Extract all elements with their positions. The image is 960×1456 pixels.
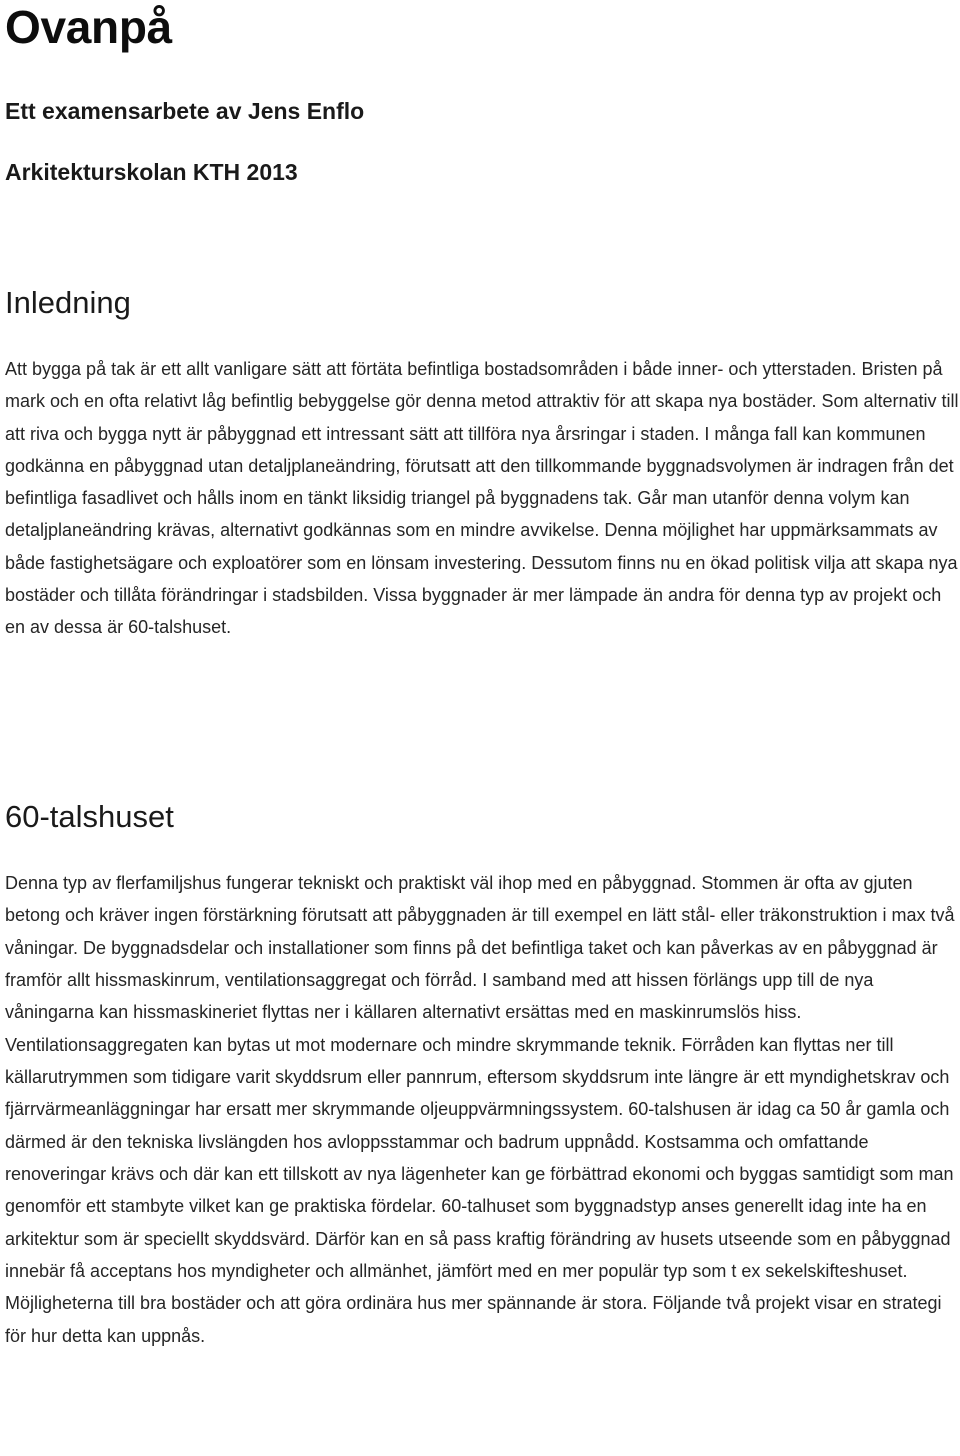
section-paragraph-60-talshuset: Denna typ av flerfamiljshus fungerar tekniskt och praktiskt väl ihop med en påbyggnad. Stommen är ofta av gjuten betong och kräver ingen förstärkning förutsatt att påbyggnaden är till exempel en lätt stål- eller träkonstruktion i max två våningar. De byggnadsdelar och installationer som finns på det befintliga taket och kan påverkas av en påbyggnad är framför allt hissmaskinrum, ventilationsaggregat och förråd. I samband med att hissen förlängs upp till de nya våningarna kan hissmaskineriet flyttas ner i källaren alternativt ersättas med en maskinrumslös hiss. Ventilationsaggregaten kan bytas ut mot modernare och mindre skrymmande teknik. Förråden kan flyttas ner till källarutrymmen som tidigare varit skyddsrum eller pannrum, eftersom skyddsrum inte längre är ett myndighetskrav och fjärrvärmeanläggningar har ersatt mer skrymmande oljeuppvärmningssystem. 60-talshusen är idag ca 50 år gamla och därmed är den tekniska livslängden hos avloppsstammar och badrum uppnådd. Kostsamma och omfattande renoveringar krävs och där kan ett tillskott av nya lägenheter kan ge förbättrad ekonomi och byggas samtidigt som man genomför ett stambyte vilket kan ge praktiska fördelar. 60-talhuset som byggnadstyp anses generellt idag inte ha en arkitektur som är speciellt skyddsvärd. Därför kan en så pass kraftig förändring av husets utseende som en påbyggnad innebär få acceptans hos myndigheter och allmänhet, jämfört med en mer populär typ som t ex sekelskifteshuset. Möjligheterna till bra bostäder och att göra ordinära hus mer spännande är stora. Följande två projekt visar en strategi för hur detta kan uppnås. [5, 873, 955, 1346]
section-heading-60-talshuset: 60-talshuset [5, 799, 174, 834]
section-paragraph-inledning: Att bygga på tak är ett allt vanligare sätt att förtäta befintliga bostadsområden i både inner- och ytterstaden. Bristen på mark och en ofta relativt låg befintlig bebyggelse gör denna metod attraktiv för att skapa nya bostäder. Som alternativ till att riva och bygga nytt är påbyggnad ett intressant sätt att tillföra nya årsringar i staden. I många fall kan kommunen godkänna en påbyggnad utan detaljplaneändring, förutsatt att den tillkommande byggnadsvolymen är indragen från det befintliga fasadlivet och hålls inom en tänkt liksidig triangel på byggnadens tak. Går man utanför denna volym kan detaljplaneändring krävas, alternativt godkännas som en mindre avvikelse. Denna möjlighet har uppmärksammats av både fastighetsägare och exploatörer som en lönsam investering. Dessutom finns nu en ökad politisk vilja att skapa nya bostäder och tillåta förändringar i stadsbilden. Vissa byggnader är mer lämpade än andra för denna typ av projekt och en av dessa är 60-talshuset. [5, 359, 959, 638]
document-title: Ovanpå [5, 1, 172, 53]
author-line: Ett examensarbete av Jens Enflo [5, 98, 365, 124]
school-line: Arkitekturskolan KTH 2013 [5, 159, 298, 185]
section-heading-inledning: Inledning [5, 285, 131, 320]
